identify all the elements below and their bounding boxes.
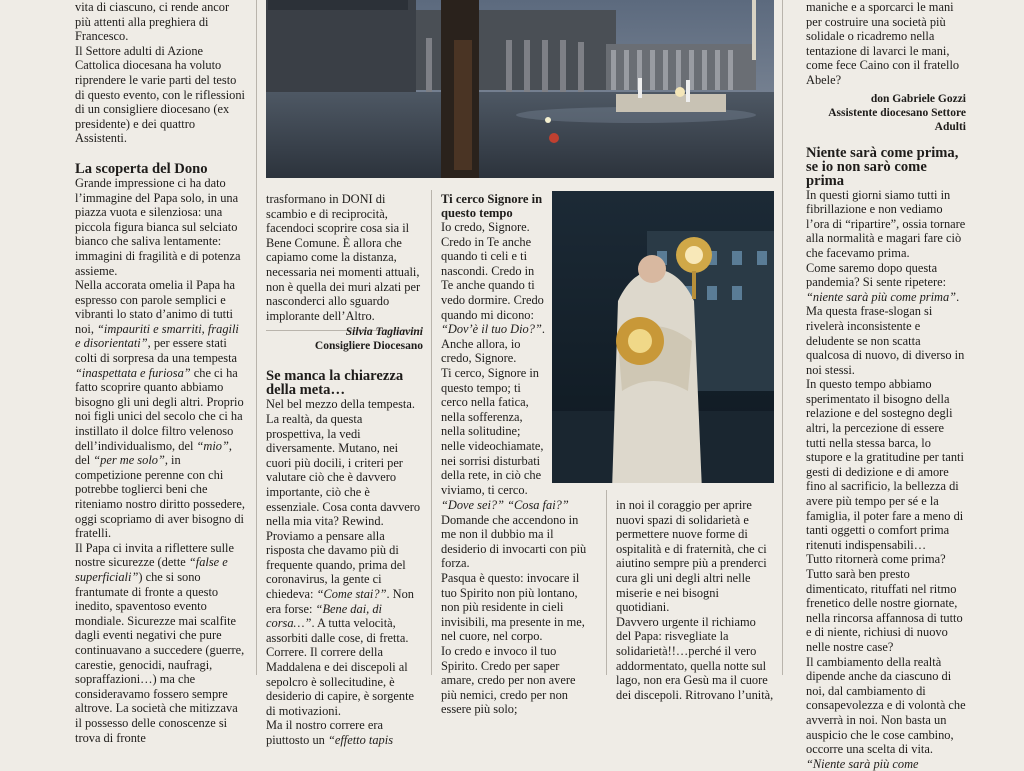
- signature-name: don Gabriele Gozzi: [870, 92, 966, 105]
- col3-paragraph: Io credo, Signore. Credo in Te anche quando ti celi e ti nascondi. Credo in Te anche quando ti vedo dormire. Credo quando mi dicono: “Dov’è il tuo Dio?”. Anche allora, io credo, Signore.: [441, 220, 545, 366]
- col4-paragraph: Davvero urgente il richiamo del Papa: risvegliate la solidarietà!!…perché il vero addormentato, quella notte sul lago, non era Gesù ma il cuore dei discepoli. Ritrovano l’unità,: [616, 614, 774, 702]
- column-rule: [256, 0, 257, 675]
- col5-top: maniche e a sporcarci le mani per costruire una società più solidale o ricadremo nella tentazione di lavarci le mani, come fece Caino con il fratello Abele?: [806, 0, 960, 87]
- col3-paragraph: Pasqua è questo: invocare il tuo Spirito non più lontano, non più residente in cieli invisibili, ma presente in me, nel cuore, nel corpo.: [441, 570, 585, 644]
- photo-pope-monstrance-image: [552, 191, 774, 483]
- col1-paragraph: Il Papa ci invita a riflettere sulle nostre sicurezze (dette “false e superficiali”) che si sono frantumate di fronte a questo inedito, spaventoso evento mondiale. Sicurezze mai scalfite dagli eventi negativi che pure continuavano a succedere (guerre, carestie, genocidi, naufragi, sopraffazioni…) ma che consideravamo fossero sempre altrove. La società che mitizzava il possesso delle conoscenze si trova di fronte: [75, 540, 245, 745]
- section-heading-ti-cerco: Ti cerco Signore in questo tempo: [441, 192, 543, 220]
- col1-intro-paragraph: Il Settore adulti di Azione Cattolica diocesana ha voluto riprendere le varie parti del testo di questo evento, con le riflessioni di un consigliere diocesano (ex presidente) e dei quattro Assistenti.: [75, 43, 245, 146]
- photo-pope-monstrance: [552, 191, 774, 483]
- col1-intro-top: vita di ciascuno, ci rende ancor più attenti alla preghiera di Francesco.: [75, 0, 230, 44]
- col3-paragraph: “Dove sei?” “Cosa fai?” Domande che accendono in me non il dubbio ma il desiderio di invocarti con più forza.: [441, 498, 587, 571]
- col5-paragraph: Tutto ritornerà come prima? Tutto sarà ben presto dimenticato, rituffati nel ritmo frenetico delle nostre giornate, nella rincorsa affannosa di tutto e di niente, richiusi di nuovo nelle nostre case?: [806, 552, 963, 654]
- signature-role: Consigliere Diocesano: [314, 340, 423, 353]
- article-column-3: [441, 192, 545, 497]
- article-column-2: [266, 192, 423, 748]
- photo-st-peters-square: [266, 0, 774, 178]
- col1-paragraph: Nella accorata omelia il Papa ha espresso con parole semplici e vibranti lo stato d’animo di tutti noi, “impauriti e smarriti, fragili e disorientati”, per essere stati colti di sorpresa da una tempesta “inaspettata e furiosa” che ci ha fatto scoprire quanto abbiamo bisogno gli uni degli altri. Proprio noi figli unici del secolo che ci ha instillato il dolce filtro velenoso dell’individualismo, del “mio”, del “per me solo”, in competizione perenne con chi potrebbe toglierci beni che riteniamo nostro diritto possedere, oggi scopriamo di aver bisogno di fratelli.: [75, 278, 245, 541]
- article-column-4: [616, 498, 774, 702]
- section-heading-scoperta: La scoperta del Dono: [75, 160, 208, 177]
- col3-paragraph: Ti cerco, Signore in questo tempo; ti cerco nella fatica, nella sofferenza, nella solitudine; nelle videochiamate, nei sorrisi disturbati della rete, in ciò che viviamo, ti cerco.: [441, 365, 544, 497]
- col2-paragraph: Nel bel mezzo della tempesta. La realtà, da questa prospettiva, la vedi diversamente. Mutano, nei cuori più docili, i criteri per valutare ciò che è davvero importante, ciò che è essenziale. Cosa conta davvero nella mia vita? Rewind. Proviamo a pensare alla risposta che davamo più di frequente quando, prima del coronavirus, la gente ci chiedeva: “Come stai?”. Non era forse: “Bene dai, di corsa…”. A tutta velocità, assorbiti dalle cose, di fretta. Correre. Il correre della Maddalena e dei discepoli al sepolcro è sollecitudine, è desiderio di capire, è sorgente di motivazioni.: [266, 397, 421, 718]
- column-rule: [606, 490, 607, 675]
- section-heading-meta: Se manca la chiarezza della meta…: [266, 368, 404, 399]
- col3-paragraph: Io credo e invoco il tuo Spirito. Credo per saper amare, credo per non avere più nemici, credo per non essere più solo;: [441, 643, 576, 717]
- col5-paragraph: Come saremo dopo questa pandemia? Si sente ripetere: “niente sarà più come prima”. Ma questa frase-slogan si rivelerà inconsistente e deludente se non scatta qualcosa di nuovo, di diverso in noi stessi.: [806, 260, 965, 377]
- column-rule: [431, 190, 432, 675]
- article-column-5: [806, 0, 966, 771]
- article-column-3-lower: [441, 498, 593, 717]
- col4-paragraph: in noi il coraggio per aprire nuovi spazi di solidarietà e permettere nuove forme di ospitalità e di fraternità, che ci aiutino sempre più a prenderci cura gli uni degli altri nelle miserie e nei bisogni quotidiani.: [616, 498, 767, 615]
- col1-paragraph: Grande impressione ci ha dato l’immagine del Papa solo, in una piazza vuota e silenziosa: una piccola figura bianca sul selciato bianco che saliva lentamente: immagini di fragilità e di potenza assieme.: [75, 175, 241, 278]
- signature-name: Silvia Tagliavini: [345, 326, 423, 339]
- article-column-1: [75, 0, 245, 745]
- col2-paragraph: Ma il nostro correre era piuttosto un “effetto tapis: [266, 718, 394, 747]
- section-heading-niente: Niente sarà come prima, se io non sarò come prima: [806, 144, 959, 189]
- col2-paragraph: trasformano in DONI di scambio e di reciprocità, facendoci scoprire cosa sia il Bene Comune. È allora che capiamo come la distanza, necessaria nei momenti attuali, non è quella dei muri alzati per nasconderci allo sguardo implorante dell’Altro.: [266, 192, 421, 323]
- col5-paragraph: Il cambiamento della realtà dipende anche da ciascuno di noi, dal cambiamento di consapevolezza e di volontà che avverrà in noi. Non basta un auspicio che le cose cambino, occorre una scelta di vita. “Niente sarà più come: [806, 654, 966, 771]
- col5-paragraph: In questi giorni siamo tutti in fibrillazione e non vediamo l’ora di “ripartire”, ossia tornare alla normalità e magari fare ciò che facevamo prima.: [806, 187, 966, 260]
- column-rule: [782, 0, 783, 675]
- signature-role: Assistente diocesano Settore Adulti: [828, 106, 966, 133]
- photo-st-peters-square-image: [266, 0, 774, 178]
- col5-paragraph: In questo tempo abbiamo sperimentato il bisogno della relazione e del sostegno degli altri, la percezione di essere tutti nella stessa barca, lo stupore e la gratitudine per tanti gesti di dedizione e di amore fino al sacrificio, la bellezza di avere più tempo per sé e la famiglia, il poter fare a meno di tanti oggetti o comfort prima ritenuti indispensabili…: [806, 377, 964, 552]
